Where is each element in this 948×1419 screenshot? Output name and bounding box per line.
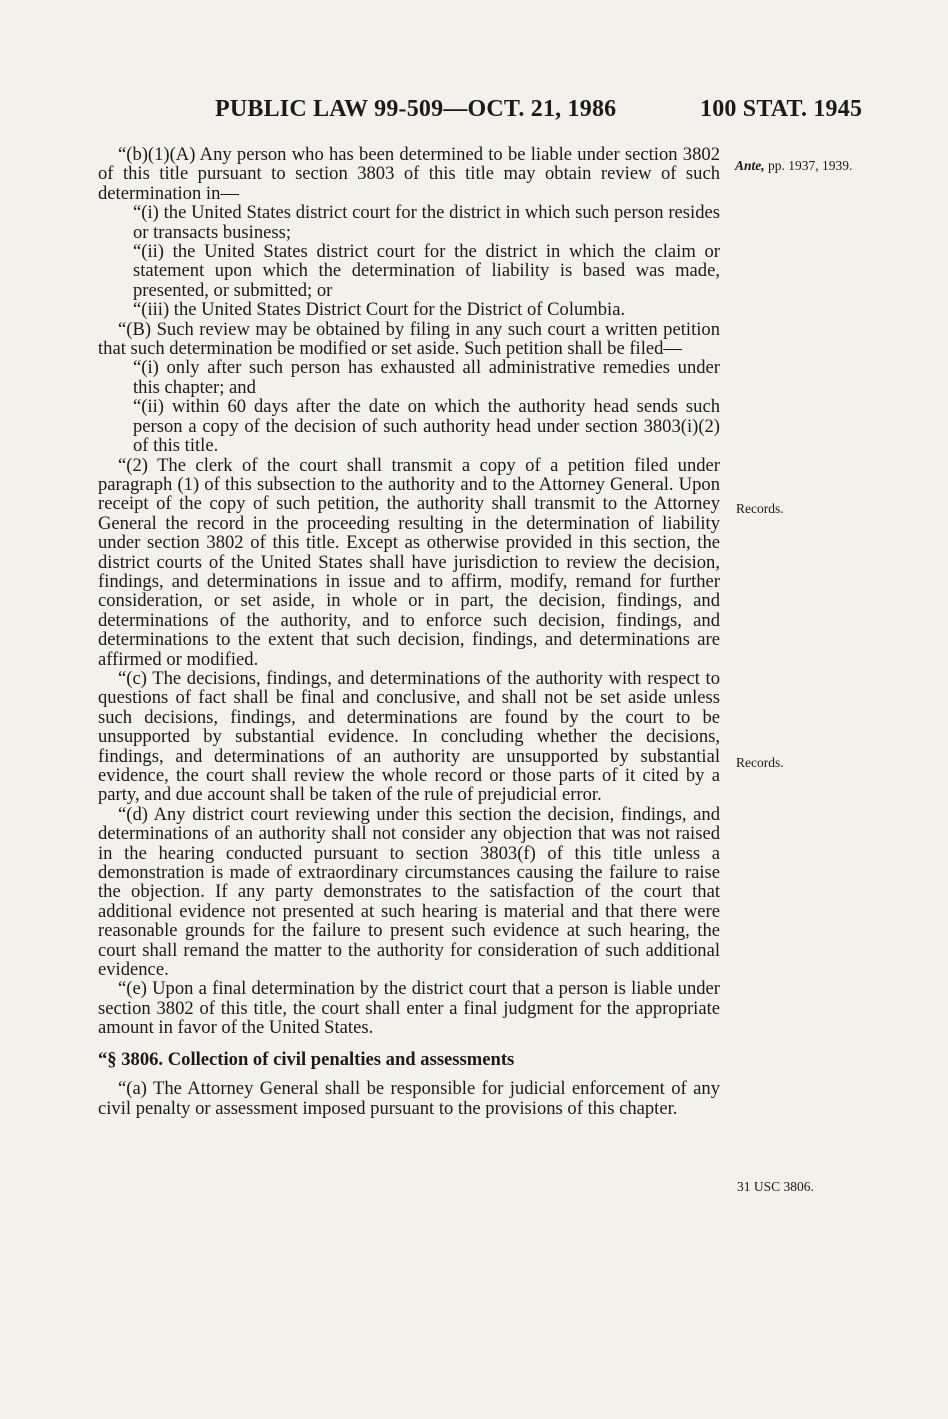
margin-note-usc-citation: 31 USC 3806. bbox=[737, 1179, 814, 1194]
clause-b1A-ii: “(ii) the United States district court for the district in which the claim or statement upon which the determination of liability is based was made, presented, or submitted; or bbox=[133, 241, 720, 301]
paragraph-c: “(c) The decisions, findings, and determinations of the authority with respect to questions of fact shall be final and conclusive, and shall not be set aside unless such decisions, findings, and determinations are found by the court to be unsupported by substantial evidence. In concluding whether the decisions, findings, and determinations of an authority are unsupported by substantial evidence, the court shall review the whole record or those parts of it cited by a party, and due account shall be taken of the rule of prejudicial error. bbox=[98, 667, 720, 806]
margin-note-ante bbox=[735, 157, 855, 174]
margin-note-ante-italic: Ante, bbox=[735, 158, 765, 173]
page-header-title: PUBLIC LAW 99-509—OCT. 21, 1986 bbox=[215, 96, 617, 122]
paragraph-e: “(e) Upon a final determination by the district court that a person is liable under section 3802 of this title, the court shall enter a final judgment for the appropriate amount in favor of the United States. bbox=[98, 978, 720, 1039]
statute-body bbox=[98, 145, 720, 1118]
margin-note-records-1: Records. bbox=[736, 501, 784, 516]
paragraph-d: “(d) Any district court reviewing under this section the decision, findings, and determinations of an authority shall not consider any objection that was not raised in the hearing conducted pursuant to section 3803(f) of this title unless a demonstration is made of extraordinary circumstances causing the failure to raise the objection. If any party demonstrates to the satisfaction of the court that additional evidence not presented at such hearing is material and that there were reasonable grounds for the failure to present such evidence at such hearing, the court shall remand the matter to the authority for consideration of such additional evidence. bbox=[98, 803, 720, 981]
margin-note-ante-pages: pp. 1937, 1939. bbox=[768, 158, 853, 173]
paragraph-b1A: “(b)(1)(A) Any person who has been determined to be liable under section 3802 of this title pursuant to section 3803 of this title may obtain review of such determination in— bbox=[98, 144, 720, 204]
section-3806-heading: “§ 3806. Collection of civil penalties and assessments bbox=[98, 1048, 515, 1070]
paragraph-b2: “(2) The clerk of the court shall transmit a copy of a petition filed under paragraph (1) of this subsection to the authority and to the Attorney General. Upon receipt of the copy of such petition, the authority shall transmit to the Attorney General the record in the proceeding resulting in the determination of liability under section 3802 of this title. Except as otherwise provided in this section, the district courts of the United States shall have jurisdiction to review the decision, findings, and determinations in issue and to affirm, modify, remand for further consideration, or set aside, in whole or in part, the decision, findings, and determinations of the authority, and to enforce such decision, findings, and determinations to the extent that such decision, findings, and determinations are affirmed or modified. bbox=[98, 454, 720, 670]
paragraph-3806-a: “(a) The Attorney General shall be responsible for judicial enforcement of any civil penalty or assessment imposed pursuant to the provisions of this chapter. bbox=[98, 1078, 720, 1119]
clause-b1A-iii: “(iii) the United States District Court for the District of Columbia. bbox=[133, 299, 626, 321]
paragraph-b1B: “(B) Such review may be obtained by filing in any such court a written petition that such determination be modified or set aside. Such petition shall be filed— bbox=[98, 318, 720, 360]
margin-note-records-2: Records. bbox=[736, 755, 784, 770]
clause-b1A-i: “(i) the United States district court for the district in which such person resides or transacts business; bbox=[133, 202, 720, 243]
clause-b1B-i: “(i) only after such person has exhausted all administrative remedies under this chapter; and bbox=[133, 357, 720, 398]
clause-b1B-ii: “(ii) within 60 days after the date on which the authority head sends such person a copy of the decision of such authority head under section 3803(i)(2) of this title. bbox=[133, 396, 720, 457]
page-header-stat-number: 100 STAT. 1945 bbox=[700, 96, 863, 122]
